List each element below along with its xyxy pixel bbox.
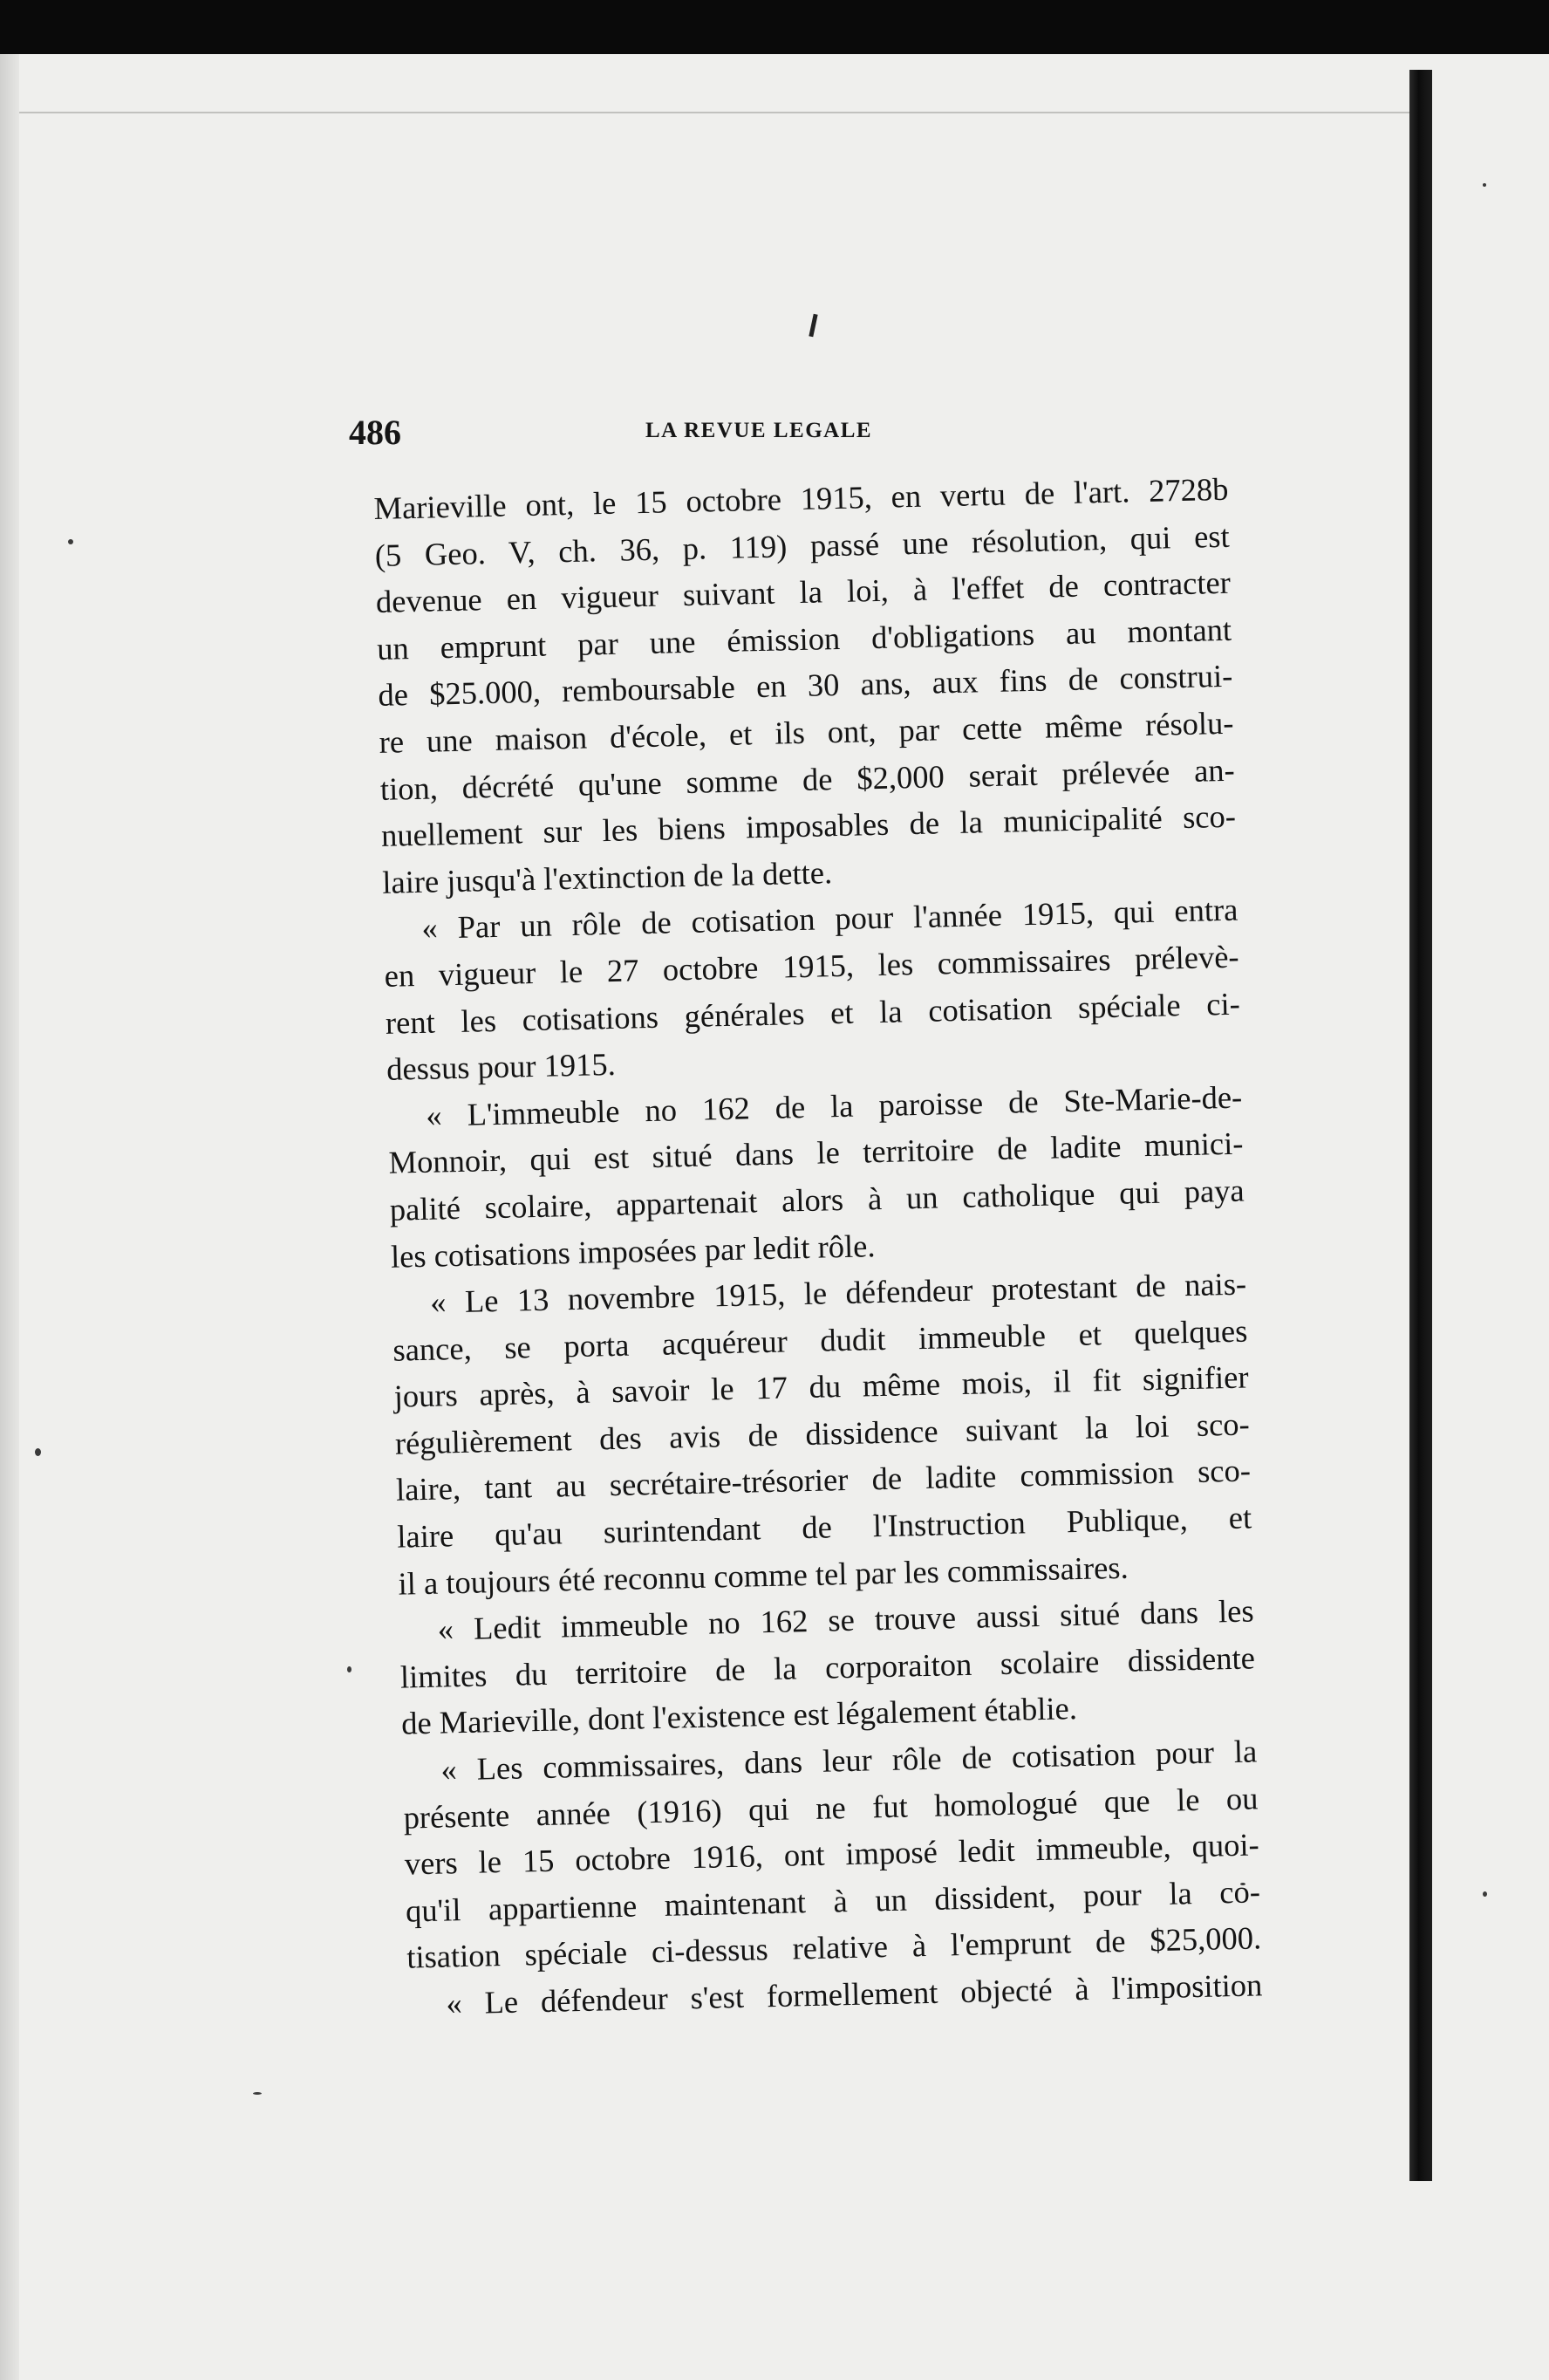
text-line: (5 Geo. V, ch. 36, p. 119) passé une résolution, qui est <box>374 517 1231 573</box>
text-line: un emprunt par une émission d'obligations au montant <box>376 611 1232 667</box>
text-line: vers le 15 octobre 1916, ont imposé ledit immeuble, quoi- <box>404 1826 1260 1882</box>
text-line: présente année (1916) qui ne fut homologué que le ou <box>403 1780 1259 1836</box>
ink-speck <box>68 539 73 544</box>
text-line: de Marieville, dont l'existence est légalement établie. <box>400 1690 1078 1742</box>
text-line: tion, décrété qu'une somme de $2,000 serait prélevée an- <box>379 751 1236 807</box>
text-line: laire, tant au secrétaire-trésorier de ladite commission sco- <box>395 1452 1252 1508</box>
running-title: LA REVUE LEGALE <box>645 419 873 442</box>
text-line: re une maison d'école, et ils ont, par cette même résolu- <box>379 704 1234 760</box>
ink-speck <box>35 1448 41 1456</box>
text-line: « L'immeuble no 162 de la paroisse de Ste-Marie-de- <box>425 1078 1243 1133</box>
scan-top-border <box>0 0 1549 54</box>
text-line: sance, se porta acquéreur dudit immeuble et quelques <box>392 1312 1248 1368</box>
page-top-rule <box>19 112 1409 113</box>
text-line: « Les commissaires, dans leur rôle de cotisation pour la <box>440 1733 1258 1788</box>
text-line: de $25.000, remboursable en 30 ans, aux fins de construi- <box>377 658 1233 714</box>
text-line: nuellement sur les biens imposables de la municipalité sco- <box>380 797 1237 854</box>
text-line: devenue en vigueur suivant la loi, à l'effet de contracter <box>375 564 1232 620</box>
text-line: Marieville ont, le 15 octobre 1915, en vertu de l'art. 2728b <box>373 470 1229 526</box>
text-line: palité scolaire, appartenait alors à un catholique qui paya <box>389 1172 1245 1228</box>
ink-speck <box>1483 1891 1487 1897</box>
ink-speck <box>347 1666 351 1672</box>
text-line: rent les cotisations générales et la cotisation spéciale ci- <box>385 985 1241 1041</box>
page-edge-shadow <box>1409 70 1432 2181</box>
text-line: dessus pour 1915. <box>386 1046 617 1087</box>
ink-mark <box>809 314 817 337</box>
text-line: les cotisations imposées par ledit rôle. <box>390 1227 876 1275</box>
page-left-fold <box>0 54 19 2380</box>
text-line: « Le défendeur s'est formellement objecté à l'imposition <box>446 1966 1263 2021</box>
ink-speck <box>1483 183 1486 187</box>
text-line: régulièrement des avis de dissidence suivant la loi sco- <box>394 1405 1251 1461</box>
text-line: « Le 13 novembre 1915, le défendeur protestant de nais- <box>429 1265 1247 1320</box>
page-number: 486 <box>349 413 401 452</box>
page-header <box>349 412 1291 464</box>
text-line: Monnoir, qui est situé dans le territoire de ladite munici- <box>388 1125 1244 1181</box>
text-line: qu'il appartienne maintenant à un dissident, pour la co- <box>405 1873 1261 1929</box>
body-text <box>373 466 1263 2028</box>
text-line: limites du territoire de la corporaiton scolaire dissidente <box>399 1639 1256 1695</box>
text-line: jours après, à savoir le 17 du même mois, il fit signifier <box>393 1358 1249 1415</box>
ink-speck <box>253 2092 262 2095</box>
text-line: tisation spéciale ci-dessus relative à l'emprunt de $25,000. <box>406 1919 1262 1975</box>
text-line: laire jusqu'à l'extinction de la dette. <box>381 853 833 900</box>
text-line: laire qu'au surintendant de l'Instruction Publique, et <box>396 1499 1252 1555</box>
text-line: « Par un rôle de cotisation pour l'année 1915, qui entra <box>421 891 1239 947</box>
text-line: en vigueur le 27 octobre 1915, les commissaires prélevè- <box>384 938 1239 994</box>
text-line: il a toujours été reconnu comme tel par les commissaires. <box>398 1549 1129 1602</box>
text-line: « Ledit immeuble no 162 se trouve aussi situé dans les <box>437 1592 1254 1647</box>
